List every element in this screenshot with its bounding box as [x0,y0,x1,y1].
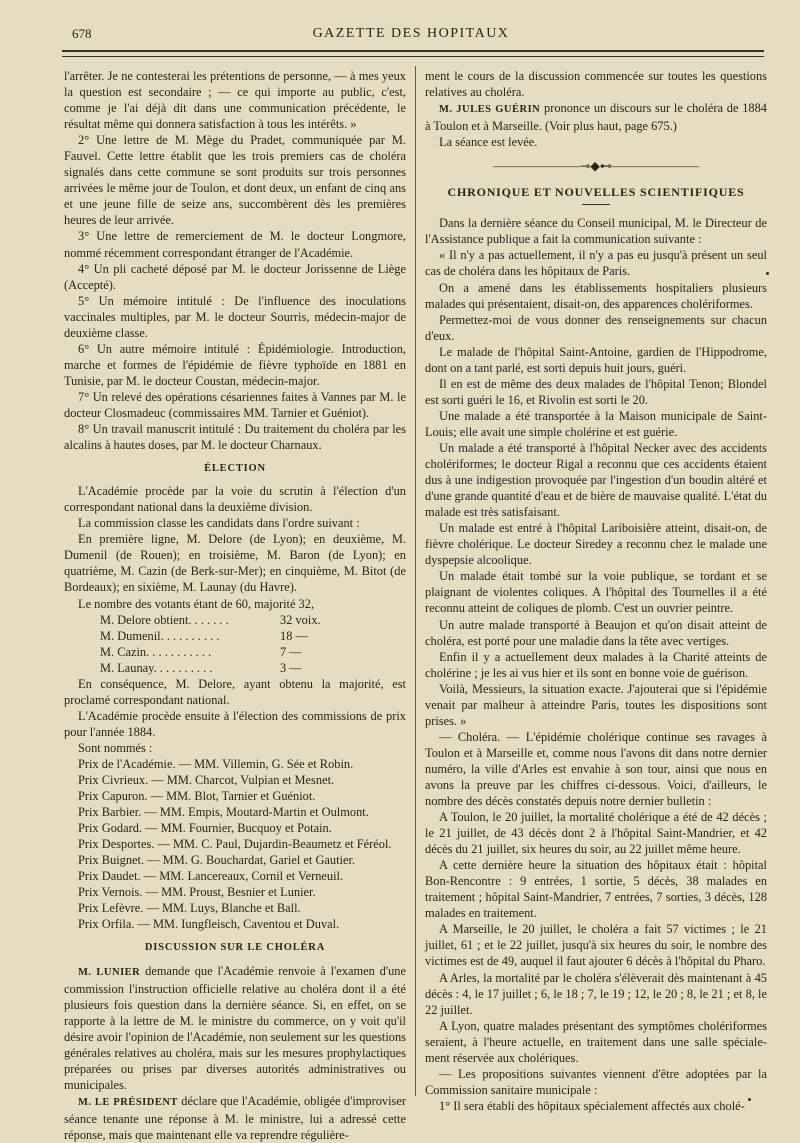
page-header [62,26,760,46]
paper-speck [766,272,769,275]
paragraph: A Toulon, le 20 juillet, la mortalité cholérique a été de 42 décès ; le 21 juillet, de 43 décès dont 2 à l'hôpital Saint-Mandrier, et 42 décès du 21 juillet, six heures du soir, au 22 juillet même heure. [425,810,767,857]
prize-item: Prix de l'Académie. — MM. Villemin, G. Sée et Robin. [78,756,354,771]
paragraph: A Marseille, le 20 juillet, le choléra a fait 57 victimes ; le 21 juillet, 61 ; et le 22 juillet, jusqu'à six heures du soir, le nombre des victimes est de 49, auquel il faut ajouter 6 décès à l'hôpital du Pharo. [425,922,767,969]
candidate-name: M. Dumenil. . . . . . . . . . [100,628,220,643]
paragraph: Un malade était tombé sur la voie publique, se tordant et se plaignant de violentes coliques. A l'hôpital des Tournelles il a été reconnu atteint de coliques de plomb. C'est un ouvrier peintre. [425,569,767,616]
paragraph: En première ligne, M. Delore (de Lyon); en deuxième, M. Dumenil (de Rouen); en troisième, M. Baron (de Lyon); en quatrième, M. Cazin (de Berk-sur-Mer); en cinquième, M. Bitot (de Bordeaux); en sixième, M. Launay (du Havre). [64,532,406,595]
prize-item: Prix Capuron. — MM. Blot, Tarnier et Guéniot. [78,789,316,804]
candidate-name: M. Delore obtient. . . . . . . [100,612,229,627]
speaker-name: M. LE PRÉSIDENT [78,1096,178,1108]
prize-item: Prix Civrieux. — MM. Charcot, Vulpian et Mesnet. [78,773,335,788]
vote-row [100,628,330,644]
prize-item: Prix Buignet. — MM. G. Bouchardat, Gariel et Gautier. [78,853,356,868]
paper-speck [748,1098,751,1101]
speaker-name: M. JULES GUÉRIN [439,104,541,116]
paragraph: ment le cours de la discussion commencée sur toutes les questions relatives au choléra. [425,69,767,100]
ornamental-divider: ———————⊸◆⊷——————— [493,159,699,174]
prize-item: Prix Lefèvre. — MM. Luys, Blanche et Ball. [78,901,301,916]
paragraph: L'Académie procède par la voie du scrutin à l'élection d'un correspondant national dans la deuxième division. [64,484,406,515]
paragraph: « Il n'y a pas actuellement, il n'y a pas eu jusqu'à présent un seul cas de choléra dans les hôpitaux de Paris. [425,248,767,279]
paragraph: 7° Un relevé des opérations césariennes faites à Vannes par M. le docteur Closmadeuc (commissaires MM. Tarnier et Guéniot). [64,389,406,420]
paragraph: 4° Un pli cacheté déposé par M. le docteur Jorissenne de Liège (Accepté). [64,261,406,292]
vote-row [100,644,330,660]
paragraph: Un malade a été transporté à l'hôpital Necker avec des accidents cholériformes; le docteur Rigal a reconnu que ces accidents étaient dus à une indigestion provoquée par l'ingestion d'un boudin altéré et d'une grande quantité d'eau et de bière de mauvaise qualité. L'état du malade est très satisfaisant. [425,440,767,520]
vote-table [100,612,406,676]
paragraph: Une malade a été transportée à la Maison municipale de Saint-Louis; elle avait une simple cholérine et est guérie. [425,408,767,439]
paragraph: Permettez-moi de vous donner des renseignements sur chacun d'eux. [425,312,767,343]
section-heading-chronique: CHRONIQUE ET NOUVELLES SCIENTIFIQUES [447,185,745,200]
prize-item: Prix Barbier. — MM. Empis, Moutard-Martin et Oulmont. [78,805,369,820]
paragraph: — Choléra. — L'épidémie cholérique continue ses ravages à Toulon et à Marseille et, comme nous l'avons dit dans notre dernier numéro, la ville d'Arles est envahie à son tour, ainsi que nous en avons la preuve par les chiffres ci-dessous. Voici, d'ailleurs, le nombre des décès constatés depuis notre dernier bulletin : [425,729,767,809]
paragraph: — Les propositions suivantes viennent d'être adoptées par la Commission sanitaire municipale : [425,1066,767,1097]
candidate-name: M. Launay. . . . . . . . . . [100,660,213,675]
speaker-name: M. LUNIER [78,966,141,978]
paragraph: Sont nommés : [78,740,153,755]
paragraph: La commission classe les candidats dans l'ordre suivant : [78,516,360,531]
paragraph: Le malade de l'hôpital Saint-Antoine, gardien de l'Hippodrome, dont on a tant parlé, est sorti depuis huit jours, guéri. [425,344,767,375]
paragraph: Voilà, Messieurs, la situation exacte. J'ajouterai que si l'épidémie venait par malheur à atteindre Paris, toutes les dispositions sont prises. » [425,681,767,728]
paragraph: 1° Il sera établi des hôpitaux spécialement affectés aux cholé- [439,1098,745,1113]
paragraph: On a amené dans les établissements hospitaliers plusieurs malades qui présentaient, disait-on, des apparences cholériformes. [425,280,767,311]
paragraph: La séance est levée. [439,135,538,150]
paragraph: 2° Une lettre de M. Mège du Pradet, communiquée par M. Fauvel. Cette lettre établit que les trois premiers cas de choléra signalés dans cette commune se sont produits sur trois personnes arrivées le même jour de Toulon, et dont deux, un enfant de cinq ans et une jeune fille de seize ans, succombèrent dès les premières heures de leur arrivée. [64,133,406,228]
prize-item: Prix Daudet. — MM. Lancereaux, Cornil et Verneuil. [78,869,344,884]
paragraph: A Arles, la mortalité par le choléra s'élèverait dès maintenant à 45 décès : 4, le 17 juillet ; 6, le 18 ; 7, le 19 ; 12, le 20 ; 8, le 21 ; et 8, le 22 juillet. [425,970,767,1017]
section-heading-election: ÉLECTION [204,463,266,475]
paragraph: Dans la dernière séance du Conseil municipal, M. le Directeur de l'Assistance publique a fait la communication suivante : [425,216,767,247]
speech-text: prononce un discours sur le choléra de 1884 à Toulon et à Marseille. (Voir plus haut, page 675.) [425,101,767,134]
paragraph: En conséquence, M. Delore, ayant obtenu la majorité, est proclamé correspondant national. [64,676,406,707]
section-heading-discussion: DISCUSSION SUR LE CHOLÉRA [144,942,326,954]
heading-rule [582,204,610,205]
prize-item: Prix Desportes. — MM. C. Paul, Dujardin-Beaumetz et Féréol. [78,837,392,852]
paragraph: l'arrêter. Je ne contesterai les prétentions de personne, — à mes yeux la question est secondaire ; — ce qui importe au public, c'est, comme je l'ai déjà dit dans une communication précédente, le résultat même qui donnera satisfaction à tous les intérêts. » [64,69,406,132]
journal-title: GAZETTE DES HOPITAUX [312,26,510,41]
paragraph: A cette dernière heure la situation des hôpitaux était : hôpital Bon-Rencontre : 9 entrées, 1 sortie, 5 décès, 38 malades en traitement ; hôpital Saint-Mandrier, 7 entrées, 7 sorties, 3 décès, 128 malades en traitement. [425,858,767,921]
vote-count: 3 — [280,660,302,675]
paragraph: 5° Un mémoire intitulé : De l'influence des inoculations vaccinales multiples, par M. le docteur Sourris, médecin-major de deuxième classe. [64,293,406,340]
paragraph [64,963,406,1093]
paragraph: Un malade est entré à l'hôpital Lariboisière atteint, disait-on, de fièvre cholérique. Le docteur Siredey a reconnu chez le malade une dyspepsie alcoolique. [425,521,767,568]
paragraph [425,100,767,134]
paragraph: L'Académie procède ensuite à l'élection des commissions de prix pour l'année 1884. [64,708,406,739]
prize-item: Prix Vernois. — MM. Proust, Besnier et Lunier. [78,885,316,900]
candidate-name: M. Cazin. . . . . . . . . . . [100,644,212,659]
speech-text: demande que l'Académie renvoie à l'examen d'une commission l'instruction officielle relative au choléra dont il a été plusieurs fois question dans la dernière séance. Si, en effet, on se rapporte à la lettre de M. le ministre du commerce, on y voit qu'il désire avoir l'opinion de l'Académie, non seulement sur les questions générales relatives au choléra, mais sur les mesures prophylactiques préparées ou prises par diverses autorités administratives ou municipales. [64,963,406,1092]
page-number: 678 [72,26,92,41]
prize-item: Prix Orfila. — MM. Iungfleisch, Caventou et Duval. [78,917,340,932]
speech-text: déclare que l'Académie, obligée d'improviser séance tenante une réponse à M. le ministre, lui a adressé cette réponse, mais que maintenant elle va reprendre régulière- [64,1093,407,1142]
paragraph: Un autre malade transporté à Beaujon et qu'on disait atteint de choléra, est porté pour une maladie dans la tête avec vertiges. [425,617,767,648]
vote-row [100,612,330,628]
right-column [425,68,767,1114]
vote-count: 7 — [280,644,302,659]
paragraph: A Lyon, quatre malades présentant des symptômes cholériformes seraient, à l'heure actuelle, en traitement dans une salle spéciale-ment réservée aux cholériques. [425,1018,767,1065]
prize-item: Prix Godard. — MM. Fournier, Bucquoy et Potain. [78,821,332,836]
paragraph [64,1093,406,1143]
paragraph: Le nombre des votants étant de 60, majorité 32, [78,596,315,611]
header-rule-thin [62,56,764,57]
vote-count: 32 voix. [280,612,321,627]
column-divider [415,66,416,1096]
paragraph: 6° Un autre mémoire intitulé : Épidémiologie. Introduction, marche et formes de l'épidémie de fièvre typhoïde en 1881 en Tunisie, par M. le docteur Coustan, médecin-major. [64,341,406,388]
vote-count: 18 — [280,628,308,643]
paragraph: Il en est de même des deux malades de l'hôpital Tenon; Blondel est sorti guéri le 16, et Rivolin est sorti le 20. [425,376,767,407]
header-rule [62,50,764,52]
paragraph: 8° Un travail manuscrit intitulé : Du traitement du choléra par les alcalins à hautes doses, par M. le docteur Charnaux. [64,422,406,453]
vote-row [100,660,330,676]
paragraph: Enfin il y a actuellement deux malades à la Charité atteints de cholérine ; je les ai vus hier et ils sont en bonne voie de guérison. [425,649,767,680]
left-column [64,68,406,1143]
paragraph: 3° Une lettre de remerciement de M. le docteur Longmore, nommé récemment correspondant étranger de l'Académie. [64,229,406,260]
